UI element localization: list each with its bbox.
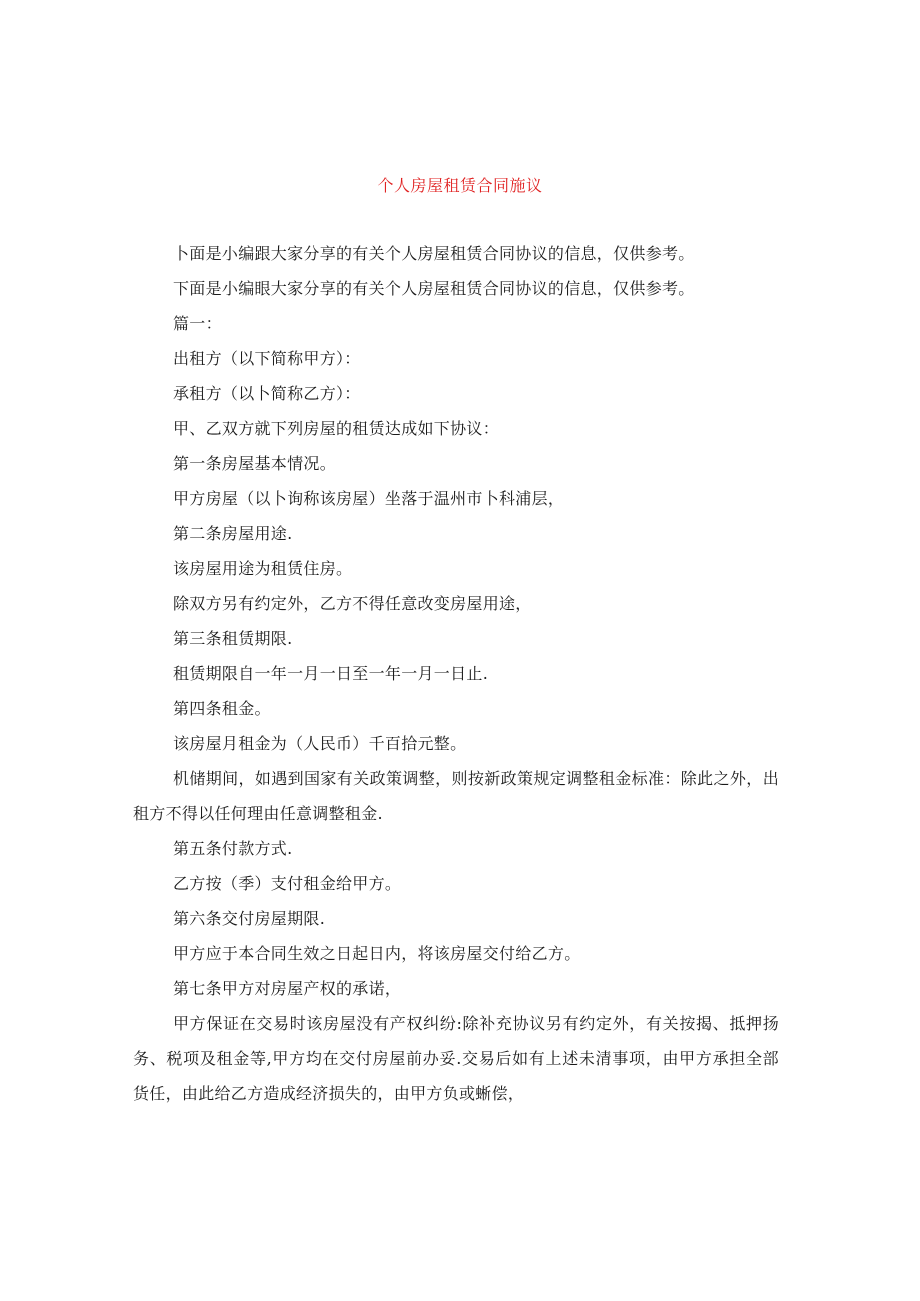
paragraph: 机储期间，如遇到国家有关政策调整，则按新政策规定调整租金标准：除此之外，出租方不得以任何理由任意调整租金. — [133, 769, 779, 823]
paragraph: 甲方应于本合同生效之日起日内，将该房屋交付给乙方。 — [173, 944, 581, 963]
paragraph: 第三条租赁期限. — [173, 629, 293, 648]
paragraph: 除双方另有约定外，乙方不得任意改变房屋用途， — [173, 594, 532, 613]
paragraph: 第一条房屋基本情况。 — [173, 454, 337, 473]
paragraph: 该房屋月租金为（人民币）千百拾元整。 — [173, 734, 467, 753]
paragraph: 卜面是小编跟大家分享的有关个人房屋租赁合同协议的信息，仅供参考。 — [173, 244, 695, 263]
document-body — [133, 236, 779, 1111]
paragraph: 篇一： — [173, 314, 222, 333]
paragraph: 下面是小编眼大家分享的有关个人房屋租赁合同协议的信息，仅供参考。 — [173, 279, 695, 298]
paragraph: 甲、乙双方就下列房屋的租赁达成如下协议： — [173, 419, 500, 438]
paragraph: 乙方按（季）支付租金给甲方。 — [173, 874, 402, 893]
paragraph: 甲方保证在交易时该房屋没有产权纠纷:除补充协议另有约定外，有关按揭、抵押扬务、税项及租金等,甲方均在交付房屋前办妥.交易后如有上述未清事项，由甲方承担全部货任，由此给乙方造成经济损失的，由甲方负或蜥偿， — [133, 1014, 779, 1103]
paragraph: 第六条交付房屋期限. — [173, 909, 326, 928]
paragraph: 该房屋用途为租赁住房。 — [173, 559, 353, 578]
paragraph: 出租方（以下简称甲方）： — [173, 349, 361, 368]
paragraph: 第四条租金。 — [173, 699, 271, 718]
document-title: 个人房屋租赁合同施议 — [377, 176, 543, 195]
paragraph: 第七条甲方对房屋产权的承诺， — [173, 979, 402, 998]
paragraph: 承租方（以卜简称乙方）： — [173, 384, 361, 403]
paragraph: 租赁期限自一年一月一日至一年一月一日止. — [173, 664, 489, 683]
paragraph: 第五条付款方式. — [173, 839, 293, 858]
paragraph: 第二条房屋用途. — [173, 524, 293, 543]
paragraph: 甲方房屋（以卜询称该房屋）坐落于温州市卜科浦层， — [173, 489, 565, 508]
